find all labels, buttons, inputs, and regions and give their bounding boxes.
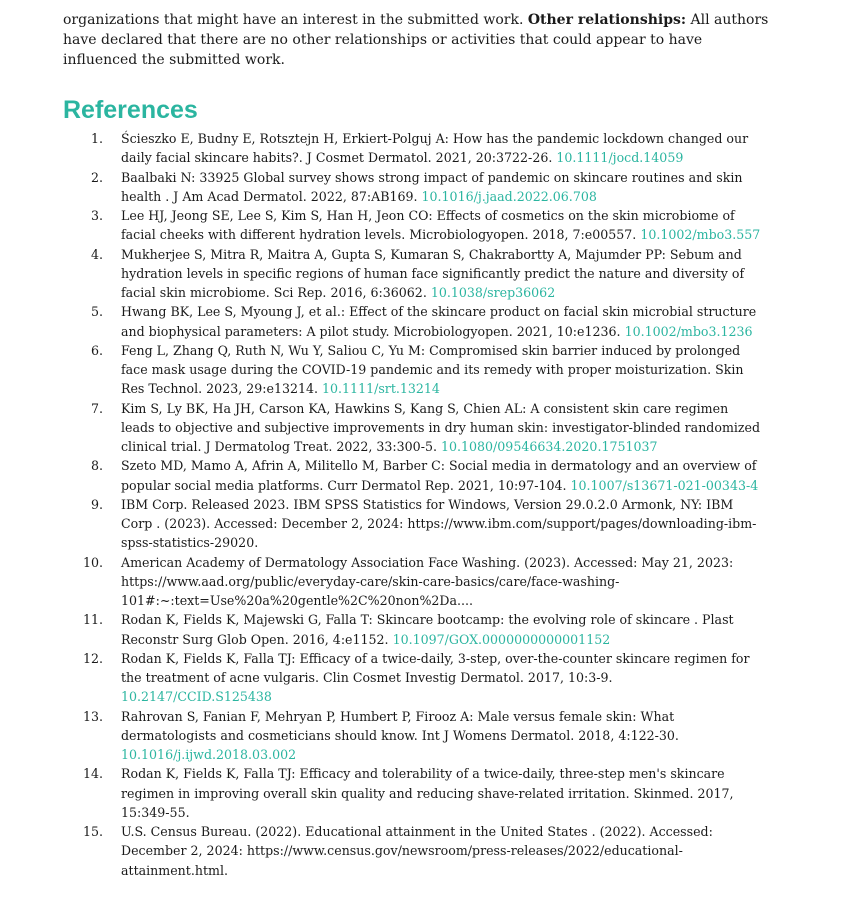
reference-item xyxy=(0,822,761,880)
reference-text: Rodan K, Fields K, Majewski G, Falla T: Skincare bootcamp: the evolving role of skincare . Plast Reconstr Surg Glob Open. 2016, 4:e1152. xyxy=(121,612,734,647)
reference-text: IBM Corp. Released 2023. IBM SPSS Statistics for Windows, Version 29.0.2.0 Armonk, NY: IBM Corp . (2023). Accessed: December 2, 2024: https://www.ibm.com/support/pages/downloading-ibm-spss-statistics-29020. xyxy=(121,496,757,551)
reference-text: Kim S, Ly BK, Ha JH, Carson KA, Hawkins S, Kang S, Chien AL: A consistent skin care regimen leads to objective and subjective improvements in dry human skin: investigator-blinded randomized clinical trial. J Dermatolog Treat. 2022, 33:300-5. xyxy=(121,400,761,454)
reference-text: Rodan K, Fields K, Falla TJ: Efficacy of a twice-daily, 3-step, over-the-counter skincare regimen for the treatment of acne vulgaris. Clin Cosmet Investig Dermatol. 2017, 10:3-9. xyxy=(121,650,750,685)
doi-link[interactable]: 10.1111/jocd.14059 xyxy=(556,150,684,166)
reference-number: 7. xyxy=(90,400,103,416)
references-heading: References xyxy=(63,96,198,124)
doi-link[interactable]: 10.1111/srt.13214 xyxy=(322,381,440,397)
reference-item xyxy=(0,553,761,611)
reference-number: 12. xyxy=(82,650,103,666)
reference-item xyxy=(0,206,761,245)
doi-link[interactable]: 10.1080/09546634.2020.1751037 xyxy=(440,439,658,454)
doi-link[interactable]: 10.1007/s13671-021-00343-4 xyxy=(570,477,759,493)
disclosure-text-end: All authors have declared that there are no other relationships or activities that could appear to have influenced the submitted work. xyxy=(63,12,769,68)
reference-number: 4. xyxy=(90,246,103,262)
disclosure-text-start: organizations that might have an interest in the submitted work. xyxy=(63,12,528,28)
reference-item xyxy=(0,129,761,168)
reference-item xyxy=(0,245,761,303)
reference-number: 14. xyxy=(82,766,103,782)
reference-number: 5. xyxy=(90,304,103,320)
reference-item xyxy=(0,341,761,399)
reference-number: 9. xyxy=(90,496,103,512)
reference-text: Baalbaki N: 33925 Global survey shows strong impact of pandemic on skincare routines and skin health . J Am Acad Dermatol. 2022, 87:AB169. xyxy=(121,169,743,204)
reference-text: American Academy of Dermatology Association Face Washing. (2023). Accessed: May 21, 2023: https://www.aad.org/public/everyday-care/skin-care-basics/care/face-washing-101#:~:text=Use%20a%20gentle%2C%20non%2Da.... xyxy=(121,554,734,608)
reference-item xyxy=(0,399,761,457)
reference-number: 2. xyxy=(90,169,103,185)
reference-text: Szeto MD, Mamo A, Afrin A, Militello M, Barber C: Social media in dermatology and an overview of popular social media platforms. Curr Dermatol Rep. 2021, 10:97-104. xyxy=(121,458,757,493)
reference-text: Ścieszko E, Budny E, Rotsztejn H, Erkiert-Polguj A: How has the pandemic lockdown changed our daily facial skincare habits?. J Cosmet Dermatol. 2021, 20:3722-26. xyxy=(121,131,749,166)
reference-item xyxy=(0,649,761,707)
reference-number: 11. xyxy=(82,612,103,628)
reference-text: Feng L, Zhang Q, Ruth N, Wu Y, Saliou C, Yu M: Compromised skin barrier induced by prolonged face mask usage during the COVID-19 pandemic and its remedy with proper moisturization. Skin Res Technol. 2023, 29:e13214. xyxy=(121,342,744,397)
reference-text: Mukherjee S, Mitra R, Maitra A, Gupta S, Kumaran S, Chakrabortty A, Majumder PP: Sebum and hydration levels in specific regions of human face significantly predict the nature and diversity of facial skin microbiome. Sci Rep. 2016, 6:36062. xyxy=(121,246,745,300)
other-relationships-label: Other relationships: xyxy=(527,12,687,28)
reference-number: 13. xyxy=(82,708,103,724)
reference-item xyxy=(0,302,761,341)
reference-text: Lee HJ, Jeong SE, Lee S, Kim S, Han H, Jeon CO: Effects of cosmetics on the skin microbiome of facial cheeks with different hydration levels. Microbiologyopen. 2018, 7:e00557. xyxy=(121,208,735,243)
reference-text: Rodan K, Fields K, Falla TJ: Efficacy and tolerability of a twice-daily, three-step men's skincare regimen in improving overall skin quality and reducing shave-related irritation. Skinmed. 2017, 15:349-55. xyxy=(121,766,734,820)
reference-number: 6. xyxy=(90,342,103,358)
doi-link[interactable]: 10.1097/GOX.0000000000001152 xyxy=(392,631,611,647)
reference-item xyxy=(0,495,761,553)
reference-number: 3. xyxy=(90,208,103,223)
reference-text: Rahrovan S, Fanian F, Mehryan P, Humbert P, Firooz A: Male versus female skin: What dermatologists and cosmeticians should know. Int J Womens Dermatol. 2018, 4:122-30. xyxy=(121,708,679,743)
doi-link[interactable]: 10.1016/j.jaad.2022.06.708 xyxy=(421,188,597,204)
reference-number: 10. xyxy=(82,554,103,570)
reference-item xyxy=(0,456,761,495)
reference-number: 8. xyxy=(90,458,103,474)
reference-item xyxy=(0,764,761,822)
doi-link[interactable]: 10.1002/mbo3.557 xyxy=(640,227,761,243)
doi-link[interactable]: 10.1038/srep36062 xyxy=(430,285,556,300)
reference-item xyxy=(0,168,761,207)
reference-text: Hwang BK, Lee S, Myoung J, et al.: Effect of the skincare product on facial skin microbial structure and biophysical parameters: A pilot study. Microbiologyopen. 2021, 10:e1236. xyxy=(121,304,757,339)
reference-number: 15. xyxy=(82,824,103,839)
reference-item xyxy=(0,707,761,765)
doi-link[interactable]: 10.1016/j.ijwd.2018.03.002 xyxy=(121,747,297,762)
disclosure-paragraph xyxy=(63,10,775,70)
reference-item xyxy=(0,610,761,649)
doi-link[interactable]: 10.2147/CCID.S125438 xyxy=(121,689,272,705)
doi-link[interactable]: 10.1002/mbo3.1236 xyxy=(624,323,753,339)
reference-list xyxy=(0,129,761,880)
reference-number: 1. xyxy=(90,131,103,146)
reference-text: U.S. Census Bureau. (2022). Educational attainment in the United States . (2022). Accessed: December 2, 2024: https://www.census.gov/newsroom/press-releases/2022/educational-attainment.html. xyxy=(121,824,713,878)
